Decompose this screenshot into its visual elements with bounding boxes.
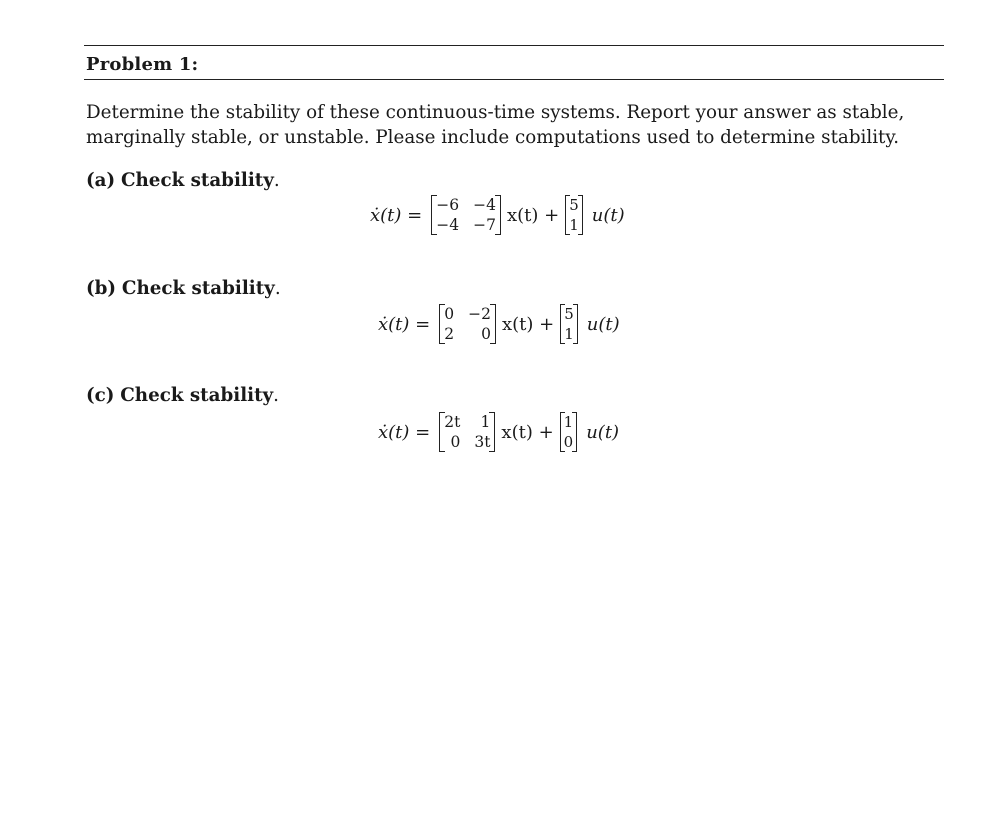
part-b-id: (b) xyxy=(86,278,117,299)
part-b-input: u(t) xyxy=(586,313,620,335)
part-c-equation xyxy=(378,412,619,452)
header-underline xyxy=(84,79,944,80)
part-a-state: x(t) + xyxy=(506,204,560,226)
part-b-lhs: ẋ(t) = xyxy=(378,313,431,335)
part-b-text: Check stability xyxy=(121,278,275,299)
part-c-lhs: ẋ(t) = xyxy=(378,421,431,443)
part-c-id: (c) xyxy=(86,385,115,406)
part-b-vector-B: 5 1 xyxy=(560,304,578,344)
part-a-label: (a) Check stability. xyxy=(86,170,280,191)
part-a-equation xyxy=(370,195,625,235)
part-c-input: u(t) xyxy=(586,421,620,443)
problem-title: Problem 1: xyxy=(86,54,199,75)
part-c-state: x(t) + xyxy=(501,421,554,443)
part-a-vector-B: 5 1 xyxy=(565,195,583,235)
part-a-id: (a) xyxy=(86,170,116,191)
part-b-matrix-A: 0 −2 2 0 xyxy=(439,304,496,344)
part-b-label: (b) Check stability. xyxy=(86,278,281,299)
part-a-lhs: ẋ(t) = xyxy=(370,204,423,226)
part-b-equation xyxy=(378,304,620,344)
problem-intro: Determine the stability of these continuous-time systems. Report your answer as stable, marginally stable, or unstable. Please include computations used to determine stability. xyxy=(86,102,905,148)
part-b-state: x(t) + xyxy=(501,313,555,335)
part-a-matrix-A: −6 −4 −4 −7 xyxy=(431,195,501,235)
part-a-text: Check stability xyxy=(120,170,274,191)
part-c-text: Check stability xyxy=(120,385,274,406)
top-rule xyxy=(84,45,944,46)
part-a-input: u(t) xyxy=(591,204,625,226)
part-c-vector-B: 1 0 xyxy=(560,412,578,452)
part-c-matrix-A: 2t 1 0 3t xyxy=(439,412,495,452)
part-c-label: (c) Check stability. xyxy=(86,385,279,406)
